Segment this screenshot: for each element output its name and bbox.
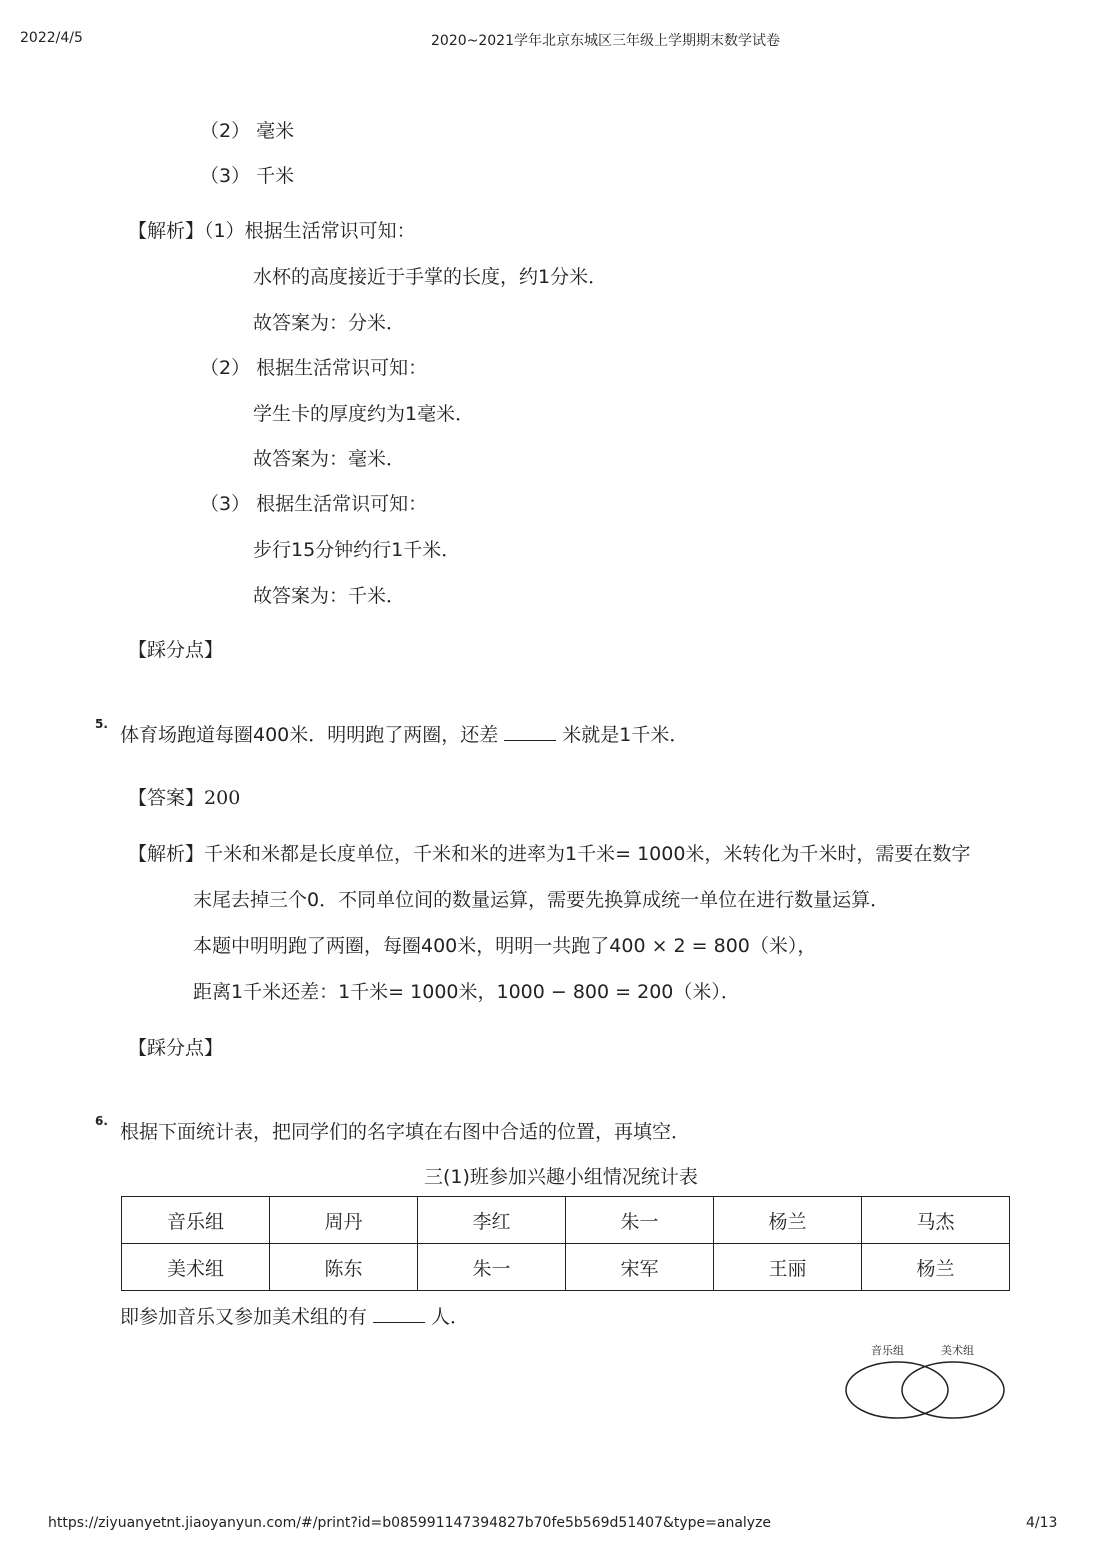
table-cell: 美术组 — [122, 1244, 270, 1291]
q5-analysis-line4: 距离1千米还差：1千米= 1000米，1000 − 800 = 200（米）． — [193, 981, 740, 1003]
q5-analysis-line1 — [128, 839, 970, 866]
table-title: 三(1)班参加兴趣小组情况统计表 — [424, 1166, 698, 1188]
table-cell: 音乐组 — [122, 1197, 270, 1244]
analysis-label: 【解析】 — [128, 843, 205, 865]
q5-points-label: 【踩分点】 — [128, 1037, 224, 1059]
footer-url: https://ziyuanyetnt.jiaoyanyun.com/#/print?id=b085991147394827b70fe5b569d51407&type=analyze — [48, 1515, 772, 1531]
table-cell: 杨兰 — [862, 1244, 1010, 1291]
venn-label-music: 音乐组 — [871, 1344, 904, 1357]
q4-part3-head: （3） 根据生活常识可知： — [200, 493, 428, 515]
table-cell: 杨兰 — [714, 1197, 862, 1244]
q5-analysis-text1: 千米和米都是长度单位，千米和米的进率为1千米= 1000米，米转化为千米时，需要在数字 — [204, 843, 971, 865]
q4-answer-2: （2） 毫米 — [200, 120, 295, 142]
q5-analysis-line3: 本题中明明跑了两圈，每圈400米，明明一共跑了400 × 2 = 800（米）， — [193, 935, 817, 957]
print-date: 2022/4/5 — [20, 30, 83, 46]
q5-stem-before: 体育场跑道每圈400米．明明跑了两圈，还差 — [120, 724, 499, 746]
venn-label-art: 美术组 — [941, 1344, 974, 1357]
q6-number: 6. — [95, 1114, 108, 1128]
q5-stem — [120, 720, 688, 747]
q5-answer-blank — [504, 739, 556, 741]
q6-fill-before: 即参加音乐又参加美术组的有 — [120, 1306, 368, 1328]
q5-stem-after: 米就是1千米． — [562, 724, 689, 746]
answer-value: 200 — [204, 787, 241, 809]
answer-label: 【答案】 — [128, 787, 205, 809]
q5-answer-line — [128, 783, 240, 810]
q6-stem: 根据下面统计表，把同学们的名字填在右图中合适的位置，再填空． — [120, 1121, 691, 1143]
venn-diagram — [840, 1338, 1010, 1422]
analysis-label: 【解析】 — [128, 220, 205, 242]
q6-fill-after: 人． — [431, 1306, 470, 1328]
interest-group-table — [121, 1196, 1010, 1291]
q5-number: 5. — [95, 717, 108, 731]
q4-answer-3: （3） 千米 — [200, 165, 295, 187]
page-number: 4/13 — [1026, 1515, 1058, 1531]
table-cell: 李红 — [418, 1197, 566, 1244]
q4-points-label: 【踩分点】 — [128, 639, 224, 661]
q6-fill-line — [120, 1302, 469, 1329]
table-row — [122, 1197, 1010, 1244]
venn-circle-music — [846, 1362, 948, 1418]
q4-part3-line2: 故答案为：千米． — [253, 585, 406, 607]
q4-part1-line1: 水杯的高度接近于手掌的长度，约1分米． — [253, 266, 608, 288]
document-title: 2020~2021学年北京东城区三年级上学期期末数学试卷 — [431, 33, 780, 49]
q4-part3-line1: 步行15分钟约行1千米． — [253, 539, 461, 561]
table-row — [122, 1244, 1010, 1291]
q4-part2-line1: 学生卡的厚度约为1毫米． — [253, 403, 475, 425]
table-cell: 宋军 — [566, 1244, 714, 1291]
table-cell: 马杰 — [862, 1197, 1010, 1244]
q4-part1-head: （1）根据生活常识可知： — [204, 220, 416, 242]
q4-analysis-line — [128, 216, 416, 243]
q4-part2-head: （2） 根据生活常识可知： — [200, 357, 428, 379]
q4-part2-line2: 故答案为：毫米． — [253, 448, 406, 470]
table-cell: 朱一 — [418, 1244, 566, 1291]
table-cell: 朱一 — [566, 1197, 714, 1244]
venn-circle-art — [902, 1362, 1004, 1418]
table-cell: 周丹 — [270, 1197, 418, 1244]
q6-answer-blank — [373, 1321, 425, 1323]
q5-analysis-line2: 末尾去掉三个0．不同单位间的数量运算，需要先换算成统一单位在进行数量运算． — [193, 889, 890, 911]
q4-part1-line2: 故答案为：分米． — [253, 312, 406, 334]
table-cell: 王丽 — [714, 1244, 862, 1291]
table-cell: 陈东 — [270, 1244, 418, 1291]
